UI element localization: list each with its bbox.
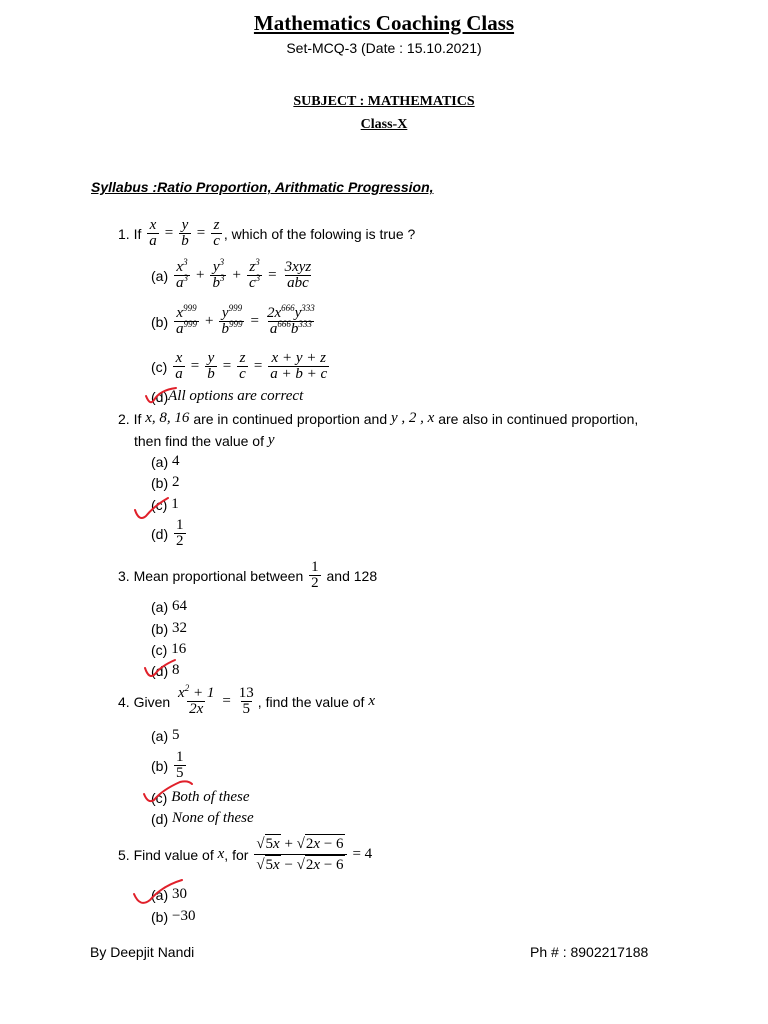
q2-option-b-value: 2 bbox=[172, 474, 180, 490]
q3-frac-num: 1 bbox=[311, 559, 319, 575]
q5-text: 5. Find value of bbox=[118, 846, 214, 863]
q5-text-for: , for bbox=[224, 846, 249, 863]
q1-number: 1. If bbox=[118, 225, 142, 242]
q3-option-d-label: (d) bbox=[151, 662, 169, 679]
syllabus-line: Syllabus :Ratio Proportion, Arithmatic Progression, bbox=[91, 179, 434, 195]
q1-frac-x-a: $\frac{x}{a}$ bbox=[149, 217, 157, 249]
q4-option-a-value: 5 bbox=[172, 727, 180, 743]
q1-option-a-label: (a) bbox=[151, 267, 169, 284]
tick-mark-icon bbox=[130, 876, 186, 912]
q2-number: 2. If bbox=[118, 410, 142, 427]
set-date-line: Set-MCQ-3 (Date : 15.10.2021) bbox=[286, 40, 482, 56]
q2-stem bbox=[118, 410, 638, 427]
q3-option-b bbox=[151, 620, 187, 637]
q2-option-d-den: 2 bbox=[176, 533, 184, 549]
q4-option-b-num: 1 bbox=[176, 749, 184, 765]
q5-var-x: x bbox=[217, 846, 225, 862]
q1-frac-y-b: $\frac{y}{b}$ bbox=[181, 217, 189, 249]
q4-stem: 4. Given $\frac{x^2 + 1}{2x}$ = $\frac{13}{5}$ , find the value of x bbox=[118, 683, 375, 717]
q4-option-c-text: Both of these bbox=[171, 789, 250, 805]
q3-stem bbox=[118, 560, 377, 591]
q3-frac-den: 2 bbox=[311, 575, 319, 591]
q2-option-d-num: 1 bbox=[176, 517, 184, 533]
subject-heading: SUBJECT : MATHEMATICS bbox=[293, 94, 475, 109]
q1-option-b-label: (b) bbox=[151, 313, 169, 330]
q5-option-b-value: −30 bbox=[172, 908, 196, 924]
q2-option-b bbox=[151, 474, 180, 491]
q2-option-c-label: (c) bbox=[151, 496, 168, 513]
footer-phone: Ph # : 8902217188 bbox=[530, 944, 649, 960]
q1-option-a: (a) $\frac{x^3}{a^3}$ + $\frac{y^3}{b^3}$ + $\frac{z^3}{c^3}$ = $\frac{\text{3xyz}}{\text{abc}}$ bbox=[151, 257, 312, 291]
document-title: Mathematics Coaching Class bbox=[253, 11, 515, 35]
q4-option-d bbox=[151, 810, 254, 827]
q4-option-b-den: 5 bbox=[176, 765, 184, 781]
q3-option-d-value: 8 bbox=[172, 662, 180, 678]
q3-option-c-value: 16 bbox=[171, 641, 187, 657]
tick-mark-icon bbox=[140, 774, 196, 810]
q5-option-b-label: (b) bbox=[151, 908, 169, 925]
q1-option-c-label: (c) bbox=[151, 358, 168, 375]
q1-frac-z-c: $\frac{z}{c}$ bbox=[213, 217, 220, 249]
q4-text: 4. Given bbox=[118, 693, 171, 710]
q4-option-c-label: (c) bbox=[151, 789, 168, 806]
tick-mark-icon bbox=[132, 494, 172, 526]
footer-author: By Deepjit Nandi bbox=[90, 944, 195, 960]
q2-vars-2: y , 2 , x bbox=[391, 410, 435, 426]
q1-option-d-label: (d) bbox=[151, 388, 169, 405]
q3-option-b-value: 32 bbox=[172, 620, 188, 636]
q2-text-tail: are also in continued proportion, bbox=[438, 410, 639, 427]
q2-var-y: y bbox=[267, 432, 275, 448]
q5-option-a-value: 30 bbox=[172, 886, 188, 902]
q3-option-c-label: (c) bbox=[151, 641, 168, 658]
q2-option-b-label: (b) bbox=[151, 474, 169, 491]
q2-text-line2: then find the value of bbox=[134, 432, 264, 449]
q1-option-d-text: All options are correct bbox=[168, 388, 304, 404]
q1-stem: 1. If $\frac{x}{a}$ = $\frac{y}{b}$ = $\frac{z}{c}$ , which of the folowing is true ? bbox=[118, 217, 416, 249]
q4-option-a-label: (a) bbox=[151, 727, 169, 744]
q3-option-b-label: (b) bbox=[151, 620, 169, 637]
q4-var-x: x bbox=[368, 693, 375, 709]
q4-option-a bbox=[151, 727, 180, 744]
class-heading: Class-X bbox=[360, 117, 408, 132]
q1-question-text: , which of the folowing is true ? bbox=[223, 225, 416, 242]
q5-stem bbox=[118, 834, 372, 875]
q3-option-a-label: (a) bbox=[151, 598, 169, 615]
q2-vars-1: x, 8, 16 bbox=[145, 410, 190, 426]
q2-option-a bbox=[151, 453, 180, 470]
q4-option-d-label: (d) bbox=[151, 810, 169, 827]
q1-option-b: (b) $\frac{x^{999}}{a^{999}}$ + $\frac{y^{999}}{b^{999}}$ = $\frac{2x^{666}y^{333}}{a^{666}b^{333}}$ bbox=[151, 303, 315, 337]
q1-option-c: (c) $\frac{x}{a}$ = $\frac{y}{b}$ = $\frac{z}{c}$ = $\frac{x + y + z}{a + b + c}$ bbox=[151, 350, 328, 382]
q2-option-d-label: (d) bbox=[151, 525, 169, 542]
tick-mark-icon bbox=[142, 384, 182, 414]
q2-option-a-value: 4 bbox=[172, 453, 180, 469]
q2-option-a-label: (a) bbox=[151, 453, 169, 470]
tick-mark-icon bbox=[141, 656, 181, 686]
q5-fraction: $\frac{√5x + √2x - 6}{√5x - √2x - 6}$ bbox=[254, 834, 346, 875]
q5-option-a-label: (a) bbox=[151, 886, 169, 903]
q3-option-a bbox=[151, 598, 187, 615]
q3-option-a-value: 64 bbox=[172, 598, 188, 614]
q2-stem-line2 bbox=[134, 432, 275, 449]
q4-option-d-text: None of these bbox=[172, 810, 254, 826]
q4-text-tail: , find the value of bbox=[257, 693, 365, 710]
q5-rhs: = 4 bbox=[352, 846, 373, 862]
q4-option-b-label: (b) bbox=[151, 757, 169, 774]
q3-text: 3. Mean proportional between bbox=[118, 567, 304, 584]
q2-option-c-value: 1 bbox=[171, 496, 179, 512]
q2-text-mid: are in continued proportion and bbox=[193, 410, 388, 427]
q3-text-and: and 128 bbox=[326, 567, 378, 584]
